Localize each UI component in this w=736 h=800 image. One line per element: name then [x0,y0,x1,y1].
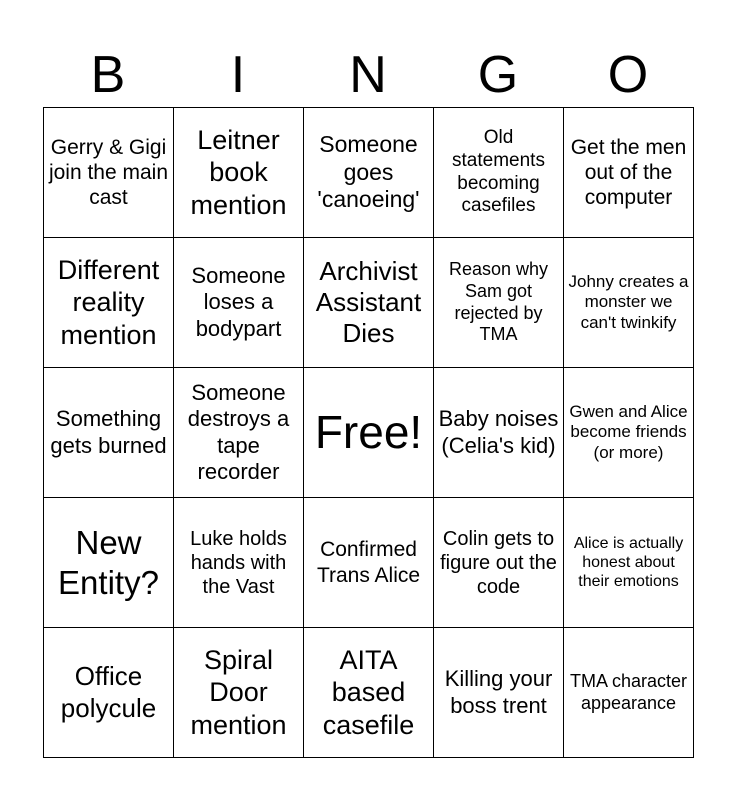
bingo-cell[interactable]: Someone loses a bodypart [174,238,304,368]
bingo-cell[interactable]: Old statements becoming casefiles [434,108,564,238]
header-letter-b: B [90,46,126,104]
board-row [44,108,694,238]
bingo-cell[interactable]: Johny creates a monster we can't twinkify [564,238,694,368]
bingo-cell[interactable]: Leitner book mention [174,108,304,238]
bingo-cell[interactable]: Someone destroys a tape recorder [174,368,304,498]
board-row [44,238,694,368]
header-letter-g: G [477,46,519,104]
bingo-cell[interactable]: Spiral Door mention [174,628,304,758]
bingo-cell[interactable]: Killing your boss trent [434,628,564,758]
bingo-board [43,107,694,758]
bingo-cell[interactable]: Archivist Assistant Dies [304,238,434,368]
header-letter-o: O [607,46,649,104]
bingo-cell[interactable]: TMA character appearance [564,628,694,758]
bingo-cell[interactable]: Different reality mention [44,238,174,368]
bingo-cell[interactable]: Gerry & Gigi join the main cast [44,108,174,238]
board-row [44,628,694,758]
bingo-cell[interactable]: Alice is actually honest about their emotions [564,498,694,628]
bingo-cell[interactable]: AITA based casefile [304,628,434,758]
bingo-cell[interactable]: Someone goes 'canoeing' [304,108,434,238]
bingo-cell[interactable]: Baby noises (Celia's kid) [434,368,564,498]
bingo-cell[interactable]: New Entity? [44,498,174,628]
bingo-cell[interactable]: Colin gets to figure out the code [434,498,564,628]
bingo-cell[interactable]: Luke holds hands with the Vast [174,498,304,628]
bingo-cell[interactable]: Gwen and Alice become friends (or more) [564,368,694,498]
bingo-cell[interactable]: Something gets burned [44,368,174,498]
header-letter-i: I [230,46,246,104]
bingo-cell[interactable]: Get the men out of the computer [564,108,694,238]
bingo-header [43,42,693,108]
board-row [44,498,694,628]
free-space-cell[interactable]: Free! [304,368,434,498]
board-row [44,368,694,498]
bingo-cell[interactable]: Office polycule [44,628,174,758]
header-letter-n: N [349,46,387,104]
bingo-cell[interactable]: Reason why Sam got rejected by TMA [434,238,564,368]
bingo-cell[interactable]: Confirmed Trans Alice [304,498,434,628]
